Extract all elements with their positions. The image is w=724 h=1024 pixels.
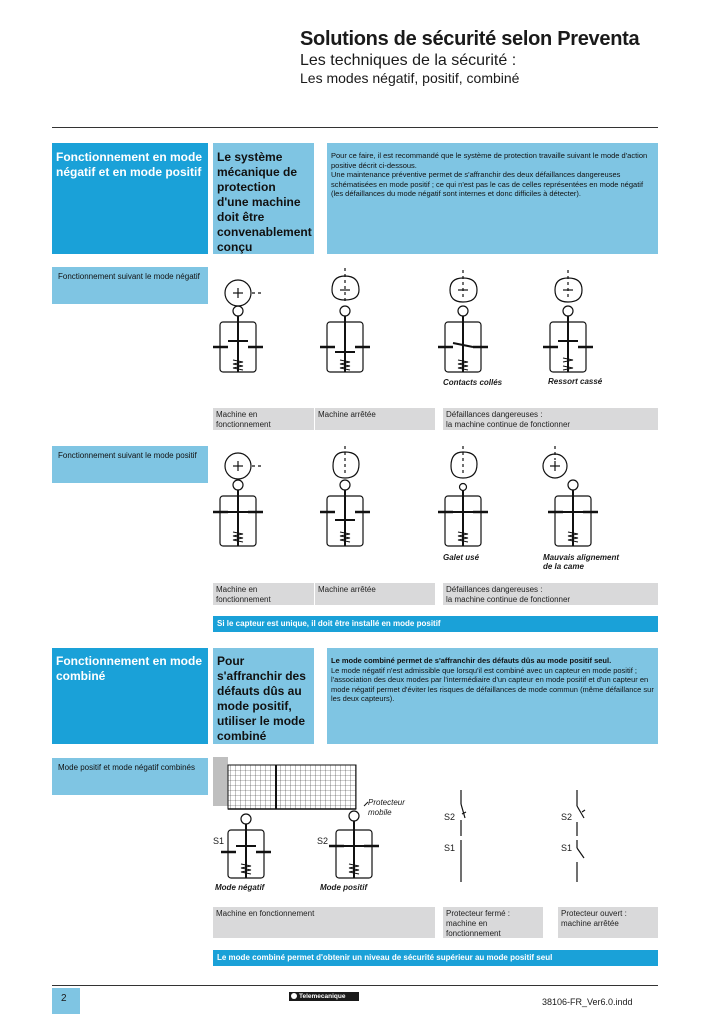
positive-mode-label: Fonctionnement suivant le mode positif xyxy=(52,446,208,483)
section1-subheading: Le système mécanique de protection d'une machine doit être convenablement conçu xyxy=(213,143,314,254)
page-title: Solutions de sécurité selon Preventa xyxy=(300,28,640,50)
section2-subheading: Pour s'affranchir des défauts dûs au mode positif, utiliser le mode combiné xyxy=(213,648,314,744)
caption-positive-mode: Mode positif xyxy=(320,883,368,892)
positive-state-running: Machine en fonctionnement xyxy=(213,583,314,605)
section2-body-text: Le mode négatif n'est admissible que lorsqu'il est combiné avec un capteur en mode positif ; l'association des deux modes par l'intermédiaire d'un capteur en mode positif et d'un capteur en mode négatif permet d'éviter les risques de défaillances de mode commun (même défaillance sur les deux capteurs). xyxy=(331,665,654,703)
fault-caption-contacts: Contacts collés xyxy=(443,378,503,387)
caption-negative-mode: Mode négatif xyxy=(215,883,265,892)
combined-mode-note: Le mode combiné permet d'obtenir un niveau de sécurité supérieur au mode positif seul xyxy=(213,950,658,966)
s1-label-neg: S1 xyxy=(213,836,225,846)
positive-state-stopped: Machine arrêtée xyxy=(315,583,435,605)
combined-state-open: Protecteur ouvert : machine arrêtée xyxy=(558,907,658,938)
page-number: 2 xyxy=(52,988,80,1014)
guard-caption: Protecteur mobile xyxy=(368,798,405,817)
section2-heading: Fonctionnement en mode combiné xyxy=(52,648,208,744)
combined-state-running: Machine en fonctionnement xyxy=(213,907,435,938)
fault-caption-misalignment: Mauvais alignement de la came xyxy=(543,553,620,571)
page-subtitle: Les techniques de la sécurité : xyxy=(300,52,517,69)
brand-logo xyxy=(289,992,359,1001)
section1-heading: Fonctionnement en mode négatif et en mode positif xyxy=(52,143,208,254)
combined-state-closed: Protecteur fermé : machine en fonctionnement xyxy=(443,907,543,938)
combined-mode-label: Mode positif et mode négatif combinés xyxy=(52,758,208,795)
fault-caption-worn-roller: Galet usé xyxy=(443,553,480,562)
s2-label-pos: S2 xyxy=(317,836,329,846)
brand-logo-icon xyxy=(291,993,297,999)
brand-name: Telemecanique xyxy=(299,993,346,1000)
section1-body: Pour ce faire, il est recommandé que le système de protection travaille suivant le mode d'action positive décrit ci-dessous. Une maintenance préventive permet de s'affranchir des deux défaillances dangereuses schématisées en mode positif ; ce qui n'est pas le cas de celles représentées en mode négatif (les défaillances du mode négatif sont internes et donc difficiles à détecter). xyxy=(327,143,658,254)
negative-state-stopped: Machine arrêtée xyxy=(315,408,435,430)
file-name: 38106-FR_Ver6.0.indd xyxy=(542,997,633,1007)
positive-mode-note: Si le capteur est unique, il doit être installé en mode positif xyxy=(213,616,658,632)
s1-label-open: S1 xyxy=(561,843,573,853)
negative-state-running: Machine en fonctionnement xyxy=(213,408,314,430)
fault-caption-spring: Ressort cassé xyxy=(548,377,603,386)
positive-state-faults: Défaillances dangereuses : la machine continue de fonctionner xyxy=(443,583,658,605)
footer-rule xyxy=(52,985,658,986)
s1-label-closed: S1 xyxy=(444,843,456,853)
s2-label-open: S2 xyxy=(561,812,573,822)
negative-mode-label: Fonctionnement suivant le mode négatif xyxy=(52,267,208,304)
page-subtitle-2: Les modes négatif, positif, combiné xyxy=(300,70,520,86)
negative-state-faults: Défaillances dangereuses : la machine continue de fonctionner xyxy=(443,408,658,430)
section2-body-lead: Le mode combiné permet de s'affranchir des défauts dûs au mode positif seul. xyxy=(331,656,612,665)
s2-label-closed: S2 xyxy=(444,812,456,822)
